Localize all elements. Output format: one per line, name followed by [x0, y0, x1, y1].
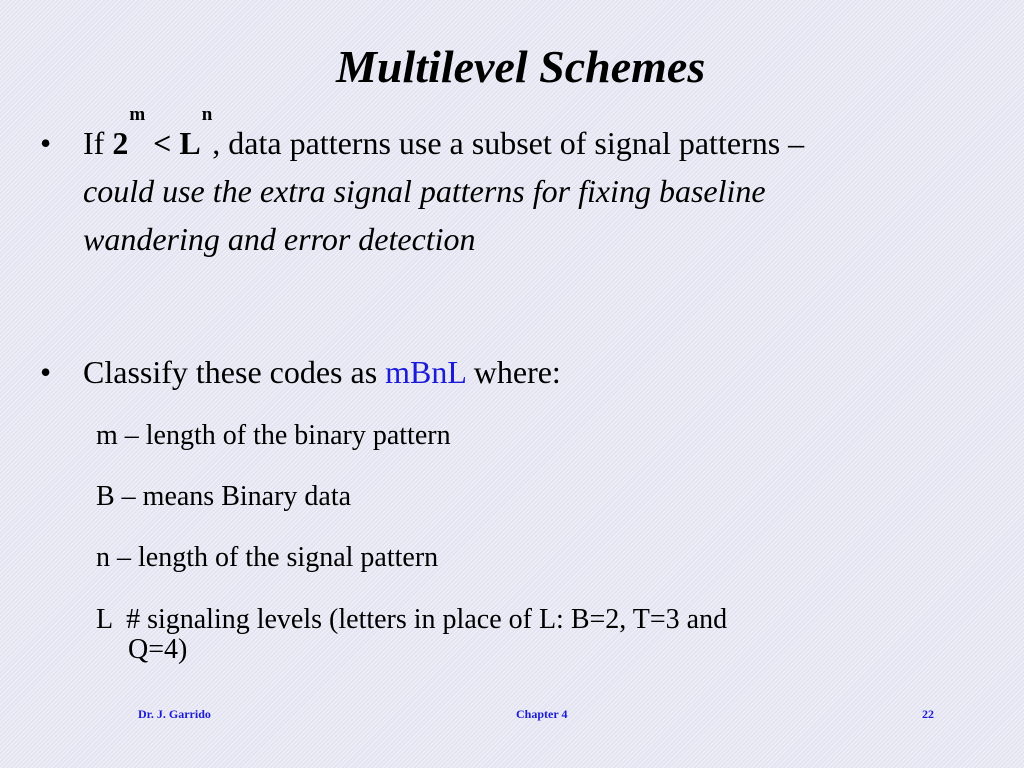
bullet-main-text: , data patterns use a subset of signal patterns –	[212, 125, 805, 161]
bullet-prefix: If	[83, 125, 113, 161]
slide-title: Multilevel Schemes	[336, 41, 706, 92]
bullet-marker: •	[40, 125, 52, 161]
code-name-highlight: mBnL	[385, 354, 466, 390]
footer-author: Dr. J. Garrido	[138, 707, 211, 721]
formula-operator: < L	[145, 125, 201, 161]
bullet-suffix: where:	[465, 354, 561, 390]
bullet-text	[83, 348, 873, 396]
formula	[112, 104, 213, 161]
definition-b: B – means Binary data	[96, 481, 352, 512]
footer-chapter: Chapter 4	[516, 707, 568, 721]
formula-exponent-n: n	[201, 104, 213, 125]
definition-l	[96, 605, 886, 665]
definition-m: m – length of the binary pattern	[96, 420, 451, 451]
bullet-text	[83, 104, 873, 263]
definition-n: n – length of the signal pattern	[96, 542, 439, 573]
definition-l-line2: Q=4)	[128, 634, 188, 665]
formula-exponent-m: m	[129, 104, 146, 125]
bullet-italic-text: could use the extra signal patterns for fixing baseline wandering and error detection	[83, 173, 766, 257]
formula-base: 2	[112, 125, 129, 161]
definition-l-line1: L # signaling levels (letters in place of L: B=2, T=3 and	[96, 604, 728, 635]
bullet-main-text: Classify these codes as	[83, 354, 386, 390]
footer-page-number: 22	[922, 707, 934, 721]
bullet-marker: •	[40, 354, 52, 390]
